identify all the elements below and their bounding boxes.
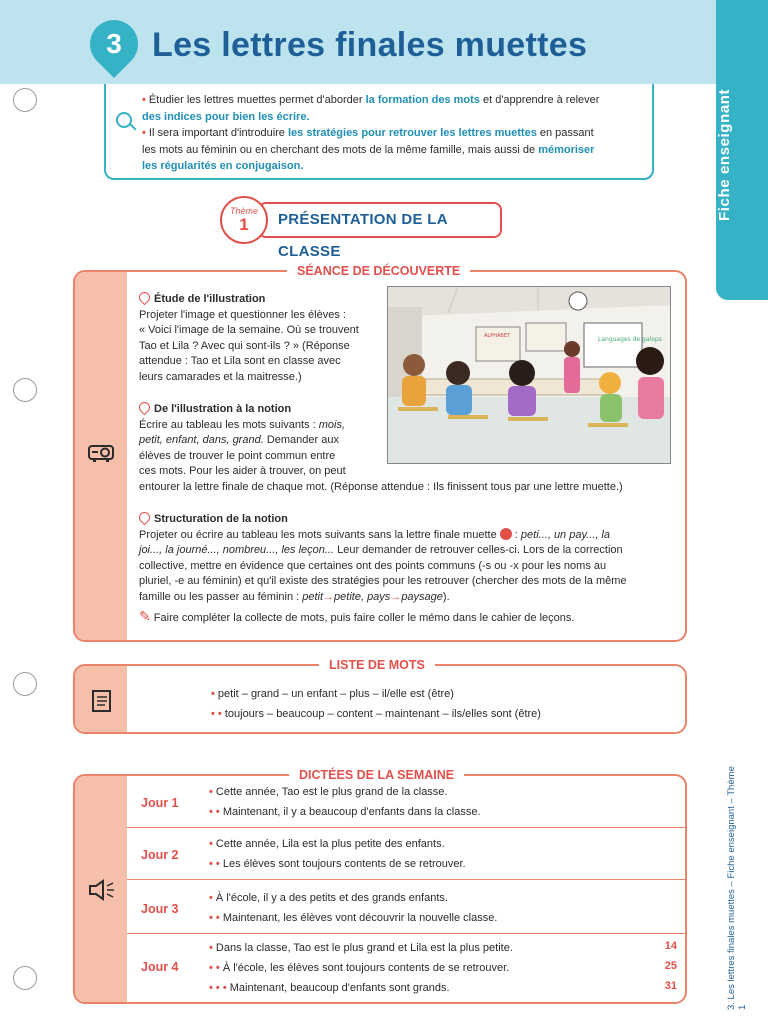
arrow-icon: → <box>323 590 335 603</box>
section-structuration <box>139 512 679 627</box>
text-line: Projeter l'image et questionner les élèves : <box>139 308 346 321</box>
notebook-icon <box>89 688 115 720</box>
day-label: Jour 3 <box>141 902 179 916</box>
silent-letter-icon <box>500 528 512 540</box>
section-illustration-study <box>139 292 385 385</box>
liste-panel <box>73 658 687 734</box>
speaker-icon <box>87 878 117 908</box>
dictee-sentence: • Cette année, Lila est la plus petite des enfants. <box>209 838 445 850</box>
dictee-day-row <box>127 776 685 828</box>
section-title: De l'illustration à la notion <box>154 403 292 415</box>
text-line: pluriel, -e au féminin) et qu'il existe des stratégies pour les retrouver (chercher des mots de la même <box>139 575 627 587</box>
text-line: ces mots. Pour les aider à trouver, on peut <box>139 465 346 477</box>
theme-header <box>220 196 502 260</box>
binder-hole <box>13 966 37 990</box>
word-list <box>211 684 541 724</box>
pencil-icon: ✎ <box>139 608 151 624</box>
text-line: petit, enfant, dans, grand. Demander aux <box>139 434 339 446</box>
section-title: Étude de l'illustration <box>154 293 266 305</box>
text-line: leurs camarades et la maitresse.) <box>139 370 302 383</box>
objectives-box <box>104 84 654 180</box>
objective-2: • Il sera important d'introduire les stratégies pour retrouver les lettres muettes en passant <box>142 127 594 139</box>
magnifier-icon <box>116 112 132 128</box>
seance-panel <box>73 264 687 642</box>
dictees-panel <box>73 768 687 1004</box>
word-count: 14 <box>664 940 677 952</box>
dictee-day-row <box>127 880 685 934</box>
dictee-sentence: • • Maintenant, il y a beaucoup d'enfants dans la classe. <box>209 806 481 818</box>
binder-hole <box>13 378 37 402</box>
liste-heading: LISTE DE MOTS <box>319 656 435 674</box>
dictees-heading: DICTÉES DE LA SEMAINE <box>289 766 464 784</box>
page-title: Les lettres finales muettes <box>152 26 588 64</box>
dictee-sentence: • Cette année, Tao est le plus grand de la classe. <box>209 786 448 798</box>
text-line: joi..., la journé..., nombreu..., les leçon... Leur demander de retrouver celles-ci. Lors de la correction <box>139 544 623 556</box>
text-line: Tao et Lila ? Avec qui sont-ils ? » (Réponse <box>139 339 350 352</box>
word-line: • • toujours – beaucoup – content – maintenant – ils/elles sont (être) <box>211 708 541 720</box>
section-title: Structuration de la notion <box>154 513 288 525</box>
day-label: Jour 2 <box>141 848 179 862</box>
arrow-icon: → <box>390 590 402 603</box>
day-label: Jour 4 <box>141 960 179 974</box>
objective-1-cont: des indices pour bien les écrire. <box>142 110 310 123</box>
text-line: Écrire au tableau les mots suivants : mois, <box>139 418 346 431</box>
theme-badge <box>220 196 268 244</box>
text-line: attendue : Tao et Lila sont en classe avec <box>139 355 341 367</box>
side-tab-label: Fiche enseignant <box>716 88 733 222</box>
chapter-number: 3 <box>106 28 122 59</box>
theme-label-box <box>258 202 502 260</box>
word-count: 25 <box>664 960 677 972</box>
dictee-sentence: • Dans la classe, Tao est le plus grand et Lila est la plus petite. <box>209 942 513 954</box>
text-line: entourer la lettre finale de chaque mot. (Réponse attendue : Ils finissent tous par une lettre muette.) <box>139 480 623 493</box>
objective-2-end: les régularités en conjugaison. <box>142 160 304 172</box>
classroom-illustration <box>387 286 671 464</box>
theme-label: PRÉSENTATION DE LA CLASSE <box>278 211 448 260</box>
objective-2-cont: les mots au féminin ou en cherchant des mots de la même famille, mais aussi de mémoriser <box>142 143 595 156</box>
text-line: collective, mettre en évidence que certaines ont des points communs (-s ou -x pour les noms au <box>139 559 607 572</box>
binder-hole <box>13 88 37 112</box>
word-count: 31 <box>664 980 677 992</box>
dictee-sentence: • • • Maintenant, beaucoup d'enfants sont grands. <box>209 982 450 994</box>
board-text: Languages de galops <box>598 336 662 343</box>
side-footer: 3. Les lettres finales muettes – Fiche enseignant – Thème 1 <box>726 766 748 1010</box>
objective-1: • Étudier les lettres muettes permet d'aborder la formation des mots et d'apprendre à relever <box>142 94 600 106</box>
text-line: « Voici l'image de la semaine. Où se trouvent <box>139 324 359 336</box>
dictee-sentence: • • Maintenant, les élèves vont découvrir la nouvelle classe. <box>209 912 498 924</box>
dictee-sentence: • À l'école, il y a des petits et des grands enfants. <box>209 892 448 904</box>
lightbulb-icon <box>137 290 153 306</box>
binder-hole <box>13 672 37 696</box>
day-label: Jour 1 <box>141 796 179 810</box>
text-line: famille ou les passer au féminin : petit→petite, pays→paysage). <box>139 590 450 603</box>
text-line: ✎ Faire compléter la collecte de mots, puis faire coller le mémo dans le cahier de leçons. <box>139 608 575 624</box>
projector-icon <box>87 442 115 470</box>
dictee-day-row <box>127 828 685 880</box>
lightbulb-icon <box>137 510 153 526</box>
seance-heading: SÉANCE DE DÉCOUVERTE <box>287 262 470 280</box>
text-line: Projeter ou écrire au tableau les mots suivants sans la lettre finale muette : peti..., un pay..., la <box>139 528 610 541</box>
lightbulb-icon <box>137 400 153 416</box>
theme-badge-word: Thème <box>229 206 258 216</box>
dictee-sentence: • • Les élèves sont toujours contents de se retrouver. <box>209 858 466 870</box>
text-line: élèves de trouver le point commun entre <box>139 449 336 462</box>
dictee-day-row <box>127 934 685 1002</box>
dictee-sentence: • • À l'école, les élèves sont toujours contents de se retrouver. <box>209 962 510 974</box>
word-line: • petit – grand – un enfant – plus – il/elle est (être) <box>211 688 454 700</box>
theme-badge-number: 1 <box>239 215 249 234</box>
poster-text: ALPHABET <box>484 333 511 339</box>
